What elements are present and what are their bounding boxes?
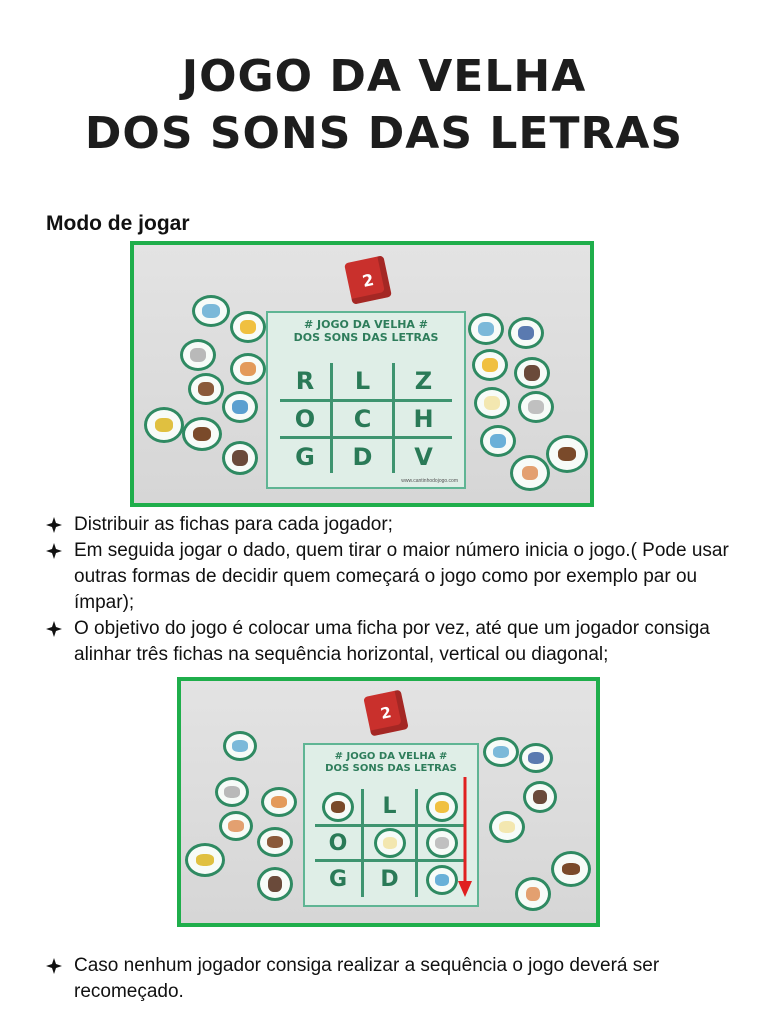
token-chip xyxy=(518,391,554,423)
board-cell: C xyxy=(353,405,372,433)
token-chip xyxy=(514,357,550,389)
list-item xyxy=(46,953,758,1005)
token-chip xyxy=(257,827,293,857)
list-item xyxy=(46,512,758,538)
token-chip xyxy=(426,828,458,858)
game-photo-1 xyxy=(130,241,594,507)
board-cell: O xyxy=(328,830,348,856)
page-title xyxy=(0,48,768,162)
token-chip xyxy=(546,435,588,473)
token-chip xyxy=(219,811,253,841)
token-chip xyxy=(230,353,266,385)
list-item-text: Caso nenhum jogador consiga realizar a sequência o jogo deverá ser recomeçado. xyxy=(74,955,660,1002)
token-chip xyxy=(144,407,184,443)
token-chip xyxy=(480,425,516,457)
die-icon xyxy=(344,255,392,304)
list-item xyxy=(46,538,758,616)
board-cell: O xyxy=(294,405,316,433)
board-cell xyxy=(364,827,415,859)
board-cell: H xyxy=(413,405,434,433)
diamond-bullet-icon xyxy=(46,512,66,533)
token-chip xyxy=(180,339,216,371)
board-header xyxy=(268,319,464,344)
board-cell: G xyxy=(328,867,348,892)
board-header-line-1: # JOGO DA VELHA # xyxy=(304,318,428,331)
token-chip xyxy=(510,455,550,491)
board-cell: G xyxy=(295,443,315,471)
instructions-list xyxy=(46,512,758,668)
token-chip xyxy=(185,843,225,877)
die-icon xyxy=(363,689,408,736)
token-chip xyxy=(222,441,258,475)
token-chip xyxy=(230,311,266,343)
title-line-2: DOS SONS DAS LETRAS xyxy=(84,108,684,159)
section-subtitle: Modo de jogar xyxy=(46,212,190,235)
token-chip xyxy=(489,811,525,843)
instructions-list-final xyxy=(46,953,758,1005)
board-header-line-2: DOS SONS DAS LETRAS xyxy=(293,330,439,344)
board-cell xyxy=(315,789,361,824)
token-chip xyxy=(188,373,224,405)
diamond-bullet-icon xyxy=(46,538,66,559)
token-chip xyxy=(508,317,544,349)
arrow-down-icon xyxy=(455,775,475,901)
board-header xyxy=(305,751,477,774)
board-header-line-2: DOS SONS DAS LETRAS xyxy=(325,762,457,774)
token-chip xyxy=(182,417,222,451)
board-cell: D xyxy=(352,443,373,471)
board-cell: L xyxy=(354,367,371,395)
token-chip xyxy=(374,828,406,858)
board-cell: R xyxy=(295,367,315,395)
board-site-url: www.cantinhodojogo.com xyxy=(401,478,458,484)
game-board xyxy=(303,743,479,907)
token-chip xyxy=(322,792,354,822)
list-item-text: Em seguida jogar o dado, quem tirar o maior número inicia o jogo.( Pode usar outras formas de decidir quem começará o jogo como por exemplo par ou ímpar); xyxy=(74,540,729,613)
token-chip xyxy=(222,391,258,423)
game-photo-2 xyxy=(177,677,600,927)
die-face-top: 2 xyxy=(379,703,393,723)
token-chip xyxy=(483,737,519,767)
token-chip xyxy=(515,877,551,911)
token-chip xyxy=(551,851,591,887)
token-chip xyxy=(472,349,508,381)
list-item-text: Distribuir as fichas para cada jogador; xyxy=(74,514,393,535)
token-chip xyxy=(215,777,249,807)
token-chip xyxy=(223,731,257,761)
token-chip xyxy=(468,313,504,345)
token-chip xyxy=(261,787,297,817)
board-cell: V xyxy=(414,443,433,471)
token-chip xyxy=(426,865,458,895)
list-item xyxy=(46,616,758,668)
game-board xyxy=(266,311,466,489)
board-cell: L xyxy=(382,794,397,819)
diamond-bullet-icon xyxy=(46,953,66,974)
token-chip xyxy=(523,781,557,813)
board-cell: D xyxy=(380,867,399,892)
token-chip xyxy=(474,387,510,419)
list-item-text: O objetivo do jogo é colocar uma ficha por vez, até que um jogador consiga alinhar três fichas na sequência horizontal, vertical ou diagonal; xyxy=(74,618,710,665)
token-chip xyxy=(257,867,293,901)
board-cell: Z xyxy=(414,367,433,395)
die-face-top: 2 xyxy=(360,269,376,291)
token-chip xyxy=(192,295,230,327)
diamond-bullet-icon xyxy=(46,616,66,637)
title-line-1: JOGO DA VELHA xyxy=(181,51,587,102)
board-header-line-1: # JOGO DA VELHA # xyxy=(334,751,448,762)
token-chip xyxy=(426,792,458,822)
token-chip xyxy=(519,743,553,773)
